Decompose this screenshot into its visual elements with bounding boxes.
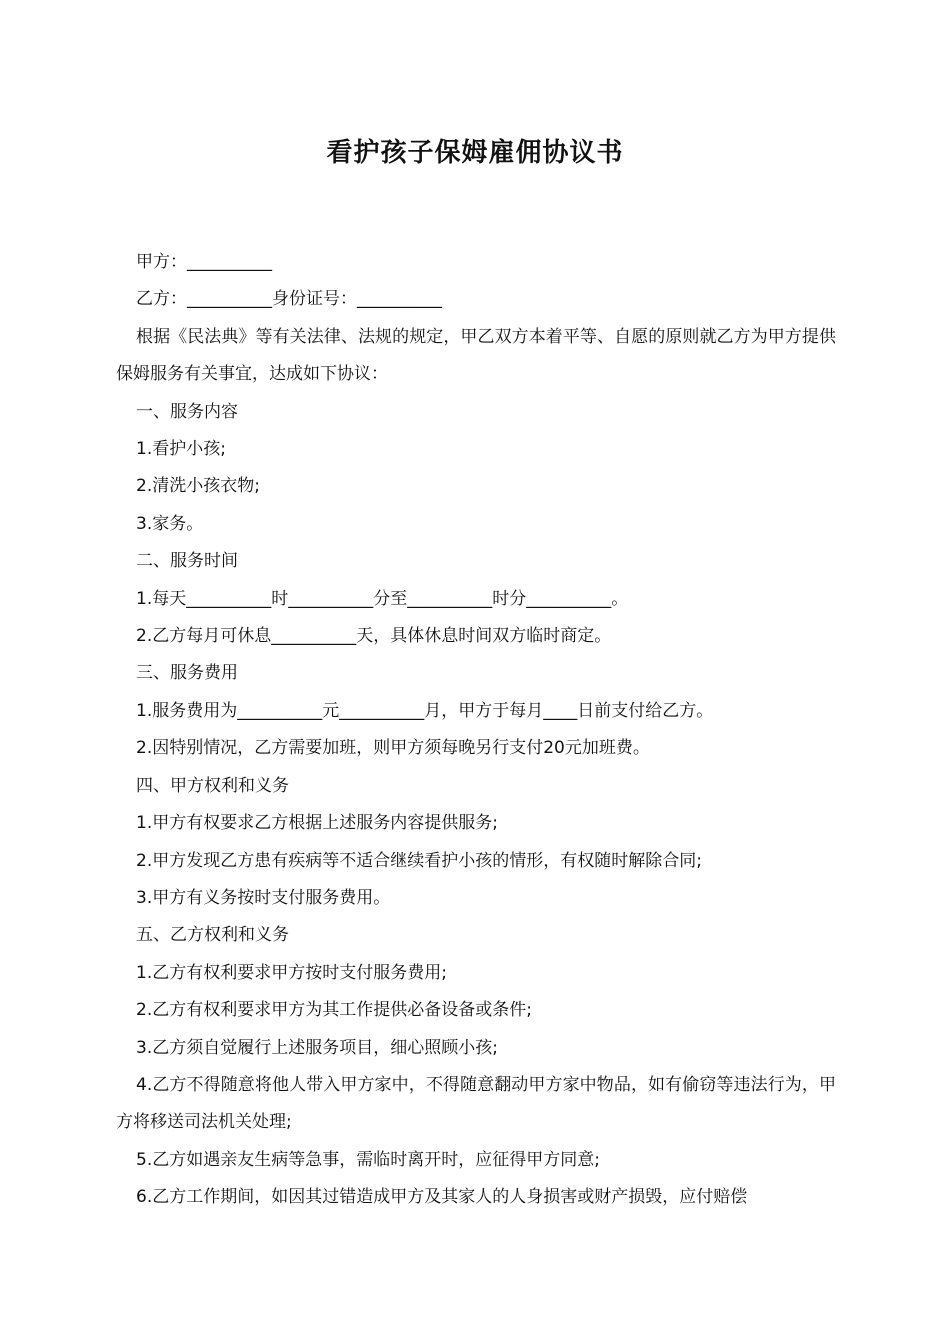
section-heading-service-time: 二、服务时间 (136, 551, 238, 572)
clause-item: 1.甲方有权要求乙方根据上述服务内容提供服务; (136, 813, 498, 834)
clause-item: 2.因特别情况，乙方需要加班，则甲方须每晚另行支付20元加班费。 (136, 738, 650, 759)
clause-item: 2.清洗小孩衣物; (136, 476, 260, 497)
clause-item: 1.乙方有权利要求甲方按时支付服务费用; (136, 962, 447, 983)
party-b-line: 乙方：__________身份证号：__________ (136, 289, 442, 310)
clause-item: 1.每天__________时__________分至__________时分__________。 (136, 588, 629, 609)
clause-item: 6.乙方工作期间，如因其过错造成甲方及其家人的人身损害或财产损毁，应付赔偿 (136, 1187, 748, 1208)
clause-item: 3.家务。 (136, 513, 204, 534)
clause-item: 1.看护小孩; (136, 439, 226, 460)
preamble-paragraph: 根据《民法典》等有关法律、法规的规定，甲乙双方本着平等、自愿的原则就乙方为甲方提供保姆服务有关事宜，达成如下协议： (116, 326, 836, 385)
clause-item: 1.服务费用为__________元__________月，甲方于每月____日前支付给乙方。 (136, 700, 714, 721)
party-a-line: 甲方：__________ (136, 252, 272, 272)
section-heading-service-content: 一、服务内容 (136, 401, 238, 422)
section-heading-party-a-rights: 四、甲方权利和义务 (136, 775, 289, 796)
clause-item: 5.乙方如遇亲友生病等急事，需临时离开时，应征得甲方同意; (136, 1149, 600, 1170)
clause-item: 3.甲方有义务按时支付服务费用。 (136, 887, 391, 908)
clause-item: 2.乙方有权利要求甲方为其工作提供必备设备或条件; (136, 1000, 532, 1021)
clause-item: 2.甲方发现乙方患有疾病等不适合继续看护小孩的情形，有权随时解除合同; (136, 850, 702, 871)
clause-item: 4.乙方不得随意将他人带入甲方家中，不得随意翻动甲方家中物品，如有偷窃等违法行为，甲方将移送司法机关处理; (116, 1074, 836, 1133)
clause-item: 2.乙方每月可休息__________天，具体休息时间双方临时商定。 (136, 626, 612, 647)
clause-item: 3.乙方须自觉履行上述服务项目，细心照顾小孩; (136, 1037, 498, 1058)
section-heading-service-fee: 三、服务费用 (136, 663, 238, 684)
section-heading-party-b-rights: 五、乙方权利和义务 (136, 925, 289, 946)
document-body (116, 244, 836, 1217)
document-title: 看护孩子保姆雇佣协议书 (326, 138, 624, 168)
